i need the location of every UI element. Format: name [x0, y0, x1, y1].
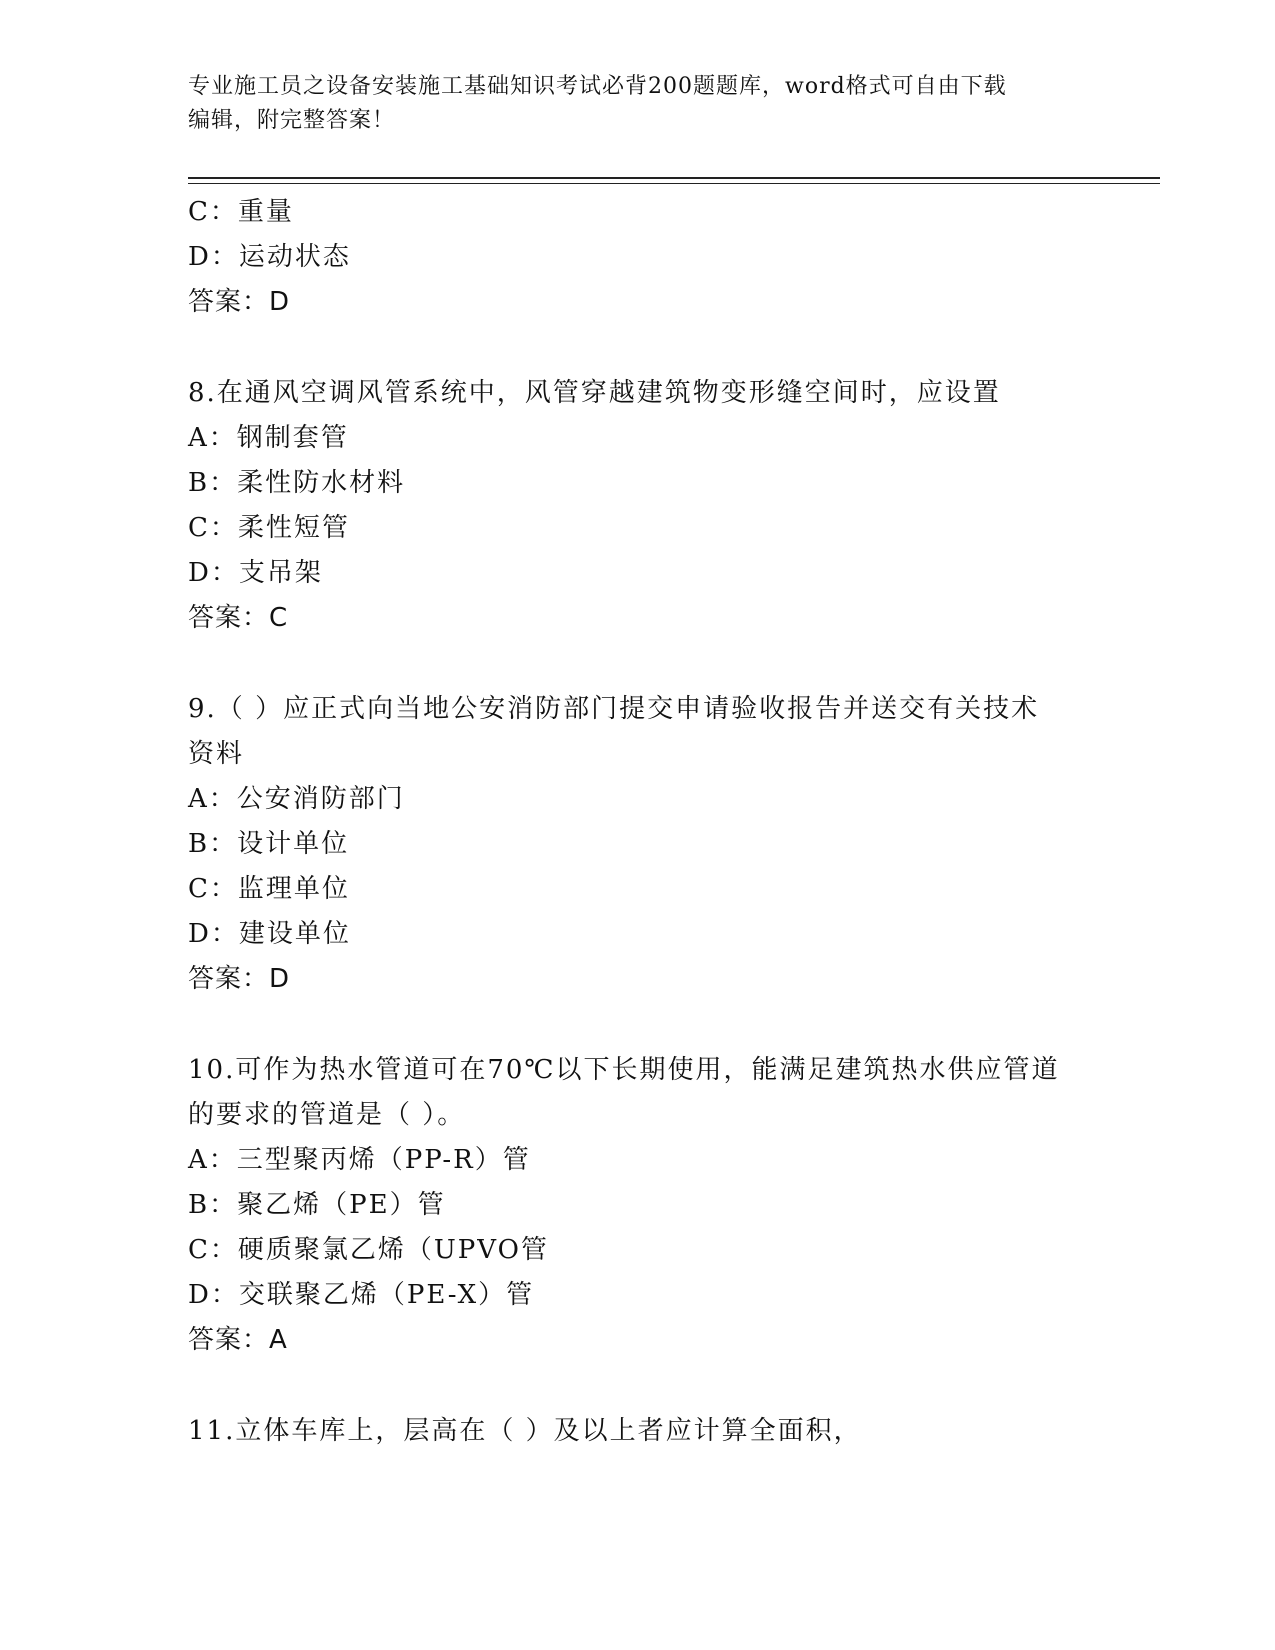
question-fragment: [188, 190, 1088, 325]
answer-line: 答案：D: [188, 964, 291, 994]
option-c: C：重量: [188, 197, 294, 227]
answer-line: 答案：A: [188, 1325, 288, 1355]
option-d: D：支吊架: [188, 558, 323, 588]
header-rule-top: [188, 177, 1160, 179]
question-11: [188, 1409, 1088, 1454]
header-line-2: 编辑，附完整答案！: [188, 108, 396, 133]
option-a: A：钢制套管: [188, 423, 349, 453]
option-a: A：公安消防部门: [188, 784, 405, 814]
header-rule-bottom: [188, 183, 1160, 184]
question-text-line-2: 的要求的管道是（ ）。: [188, 1100, 466, 1130]
answer-line: 答案：D: [188, 287, 291, 317]
option-c: C：柔性短管: [188, 513, 350, 543]
option-c: C：监理单位: [188, 874, 350, 904]
document-header: [188, 70, 1088, 138]
option-d: D：交联聚乙烯（PE-X）管: [188, 1280, 535, 1310]
option-a: A：三型聚丙烯（PP-R）管: [188, 1145, 531, 1175]
answer-line: 答案：C: [188, 603, 289, 633]
question-list: [188, 190, 1088, 1454]
option-b: B：设计单位: [188, 829, 350, 859]
question-9: [188, 687, 1088, 1002]
question-text: 8.在通风空调风管系统中，风管穿越建筑物变形缝空间时，应设置: [188, 378, 1001, 408]
option-b: B：聚乙烯（PE）管: [188, 1190, 446, 1220]
option-d: D：建设单位: [188, 919, 351, 949]
question-text-line-2: 资料: [188, 739, 245, 769]
question-text-line-1: 10.可作为热水管道可在70℃以下长期使用，能满足建筑热水供应管道: [188, 1055, 1060, 1085]
option-b: B：柔性防水材料: [188, 468, 406, 498]
header-line-1: 专业施工员之设备安装施工基础知识考试必背200题题库，word格式可自由下载: [188, 74, 1007, 99]
option-c: C：硬质聚氯乙烯（UPVO管: [188, 1235, 549, 1265]
question-text: 11.立体车库上，层高在（ ）及以上者应计算全面积，: [188, 1416, 862, 1446]
option-d: D：运动状态: [188, 242, 351, 272]
question-8: [188, 371, 1088, 641]
question-10: [188, 1048, 1088, 1363]
question-text-line-1: 9.（ ）应正式向当地公安消防部门提交申请验收报告并送交有关技术: [188, 694, 1040, 724]
